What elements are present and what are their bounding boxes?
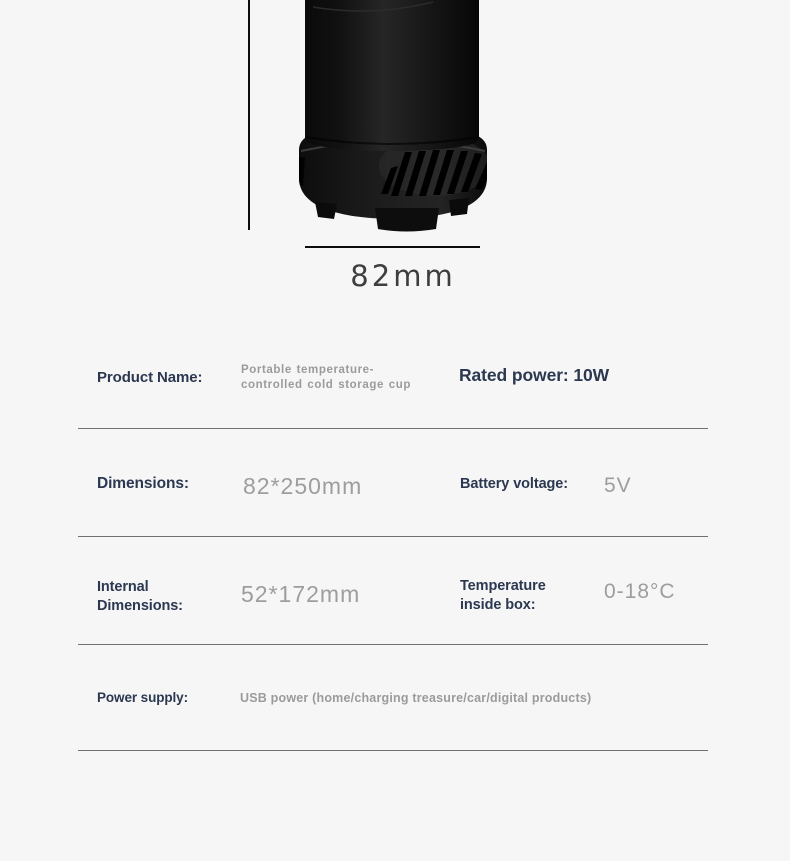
spec-label-temperature (460, 577, 546, 615)
product-photo (293, 0, 493, 236)
spec-label-product-name: Product Name: (97, 369, 203, 386)
row-divider (78, 428, 708, 429)
spec-value-internal-dimensions: 52*172mm (241, 581, 361, 607)
spec-label-line: inside box: (460, 597, 536, 613)
spec-label-power-supply: Power supply: (97, 690, 188, 705)
width-dimension-line (305, 246, 480, 248)
spec-value-power-supply: USB power (home/charging treasure/car/digital products) (240, 691, 592, 705)
spec-label-line: Dimensions: (97, 598, 183, 614)
height-dimension-line (248, 0, 250, 230)
spec-label-battery-voltage: Battery voltage: (460, 476, 568, 492)
spec-label-rated-power: Rated power: 10W (459, 365, 610, 385)
spec-value-dimensions: 82*250mm (243, 473, 363, 499)
spec-value-product-name (241, 363, 411, 393)
spec-label-dimensions: Dimensions: (97, 475, 189, 492)
product-body (305, 0, 479, 151)
spec-label-internal-dimensions (97, 578, 183, 616)
spec-value-line: controlled cold storage cup (241, 379, 411, 391)
spec-value-battery-voltage: 5V (604, 474, 632, 497)
spec-label-line: Temperature (460, 578, 546, 594)
row-divider (78, 536, 708, 537)
width-dimension-label: 82mm (350, 259, 456, 293)
row-divider (78, 644, 708, 645)
spec-value-line: Portable temperature- (241, 364, 375, 376)
row-divider (78, 750, 708, 751)
spec-value-temperature: 0-18°C (604, 580, 676, 603)
spec-label-line: Internal (97, 579, 149, 595)
